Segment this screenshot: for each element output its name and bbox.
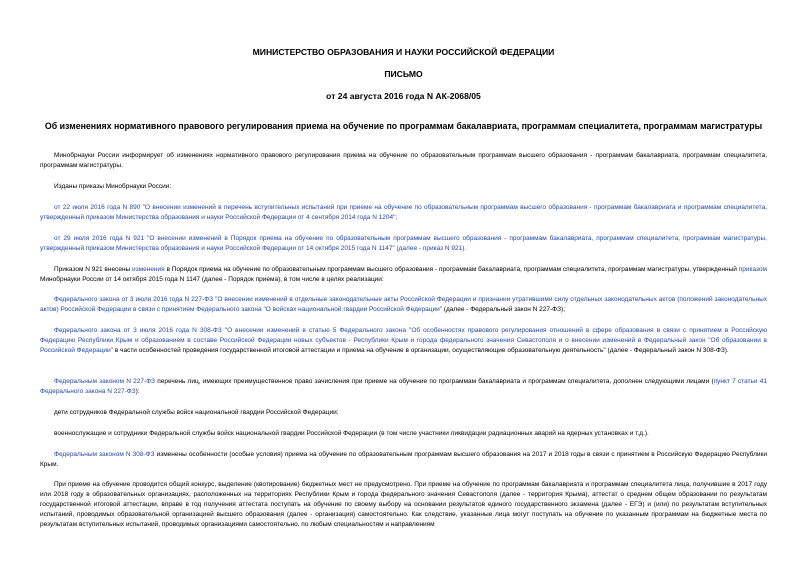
text-segment: ): <box>135 388 140 395</box>
paragraph-priority-right <box>40 377 767 397</box>
text-segment: Минобрнауки России от 14 октября 2015 года N 1147 (далее - Порядок приема), в том числе в целях реализации: <box>40 276 384 283</box>
link-law-227-short[interactable]: Федеральным законом N 227-ФЗ <box>54 378 155 385</box>
text-segment: перечень лиц, имеющих преимущественное право зачисления при приеме на обучение по программам бакалавриата и программам специалитета, дополнен следующими лицами ( <box>155 378 714 385</box>
ministry-title: МИНИСТЕРСТВО ОБРАЗОВАНИЯ И НАУКИ РОССИЙСКОЙ ФЕДЕРАЦИИ <box>252 47 555 57</box>
link-order-921[interactable]: от 29 июля 2016 года N 921 "О внесении изменений в Порядок приема на обучение по образовательным программам высшего образования - программам бакалавриата, программам специалитета, программам магистратуры, утвержденный приказом Министерства образования и науки Российской Федерации от 14 октября 2015 года N 1147" (далее - приказ N 921). <box>40 235 767 252</box>
text-segment: Приказом N 921 внесены <box>54 266 133 273</box>
text-segment: в Порядок приема на обучение по образовательным программам высшего образования - программам бакалавриата, программам специалитета, программам магистратуры, утвержденный <box>164 266 739 273</box>
link-changes[interactable]: изменения <box>132 266 165 273</box>
paragraph-intro: Минобрнауки России информирует об изменениях нормативного правового регулирования приема на обучение по образовательным программам высшего образования - программам бакалавриата, программам специалитета, программам магистратуры. <box>40 152 767 169</box>
link-law-308[interactable]: Федерального закона от 3 июля 2016 года N 308-ФЗ "О внесении изменений в статью 5 Федерального закона "Об особенностях правового регулирования отношений в сфере образования в связи с принятием в Российскую Федерацию Республики Крым и образованием в составе Российской Федерации новых субъектов - Республики Крым и города федерального значения Севастополя и о внесении изменений в Федеральный закон "Об образовании в Российской Федерации" <box>40 327 767 354</box>
paragraph-law-227 <box>40 295 767 315</box>
paragraph-order-921-changes <box>40 265 767 285</box>
document-date-number: от 24 августа 2016 года N АК-2068/05 <box>326 91 481 101</box>
text-segment: (далее - Федеральный закон N 227-ФЗ); <box>442 306 566 313</box>
document-type: ПИСЬМО <box>384 69 423 79</box>
paragraph-law-308 <box>40 326 767 356</box>
link-order-1147[interactable]: приказом <box>738 266 768 273</box>
paragraph-children-guard: дети сотрудников Федеральной службы войск национальной гвардии Российской Федерации; <box>54 409 339 416</box>
text-segment: в части особенностей проведения государственной итоговой аттестации и приема на обучение в организации, осуществляющие образовательную деятельность" (далее - Федеральный закон N 308-ФЗ). <box>113 347 729 354</box>
paragraph-orders-issued: Изданы приказы Минобрнауки России: <box>54 183 172 190</box>
paragraph-servicemen-guard: военнослужащие и сотрудники Федеральной службы войск национальной гвардии Российской Федерации (в том числе участники ликвидации радиационных аварий на ядерных установках и т.д.). <box>54 430 649 437</box>
document-subject: Об изменениях нормативного правового регулирования приема на обучение по программам бакалавриата, программам специалитета, программам магистратуры <box>44 121 763 131</box>
link-article-41[interactable]: пункт 7 статьи 41 Федерального закона N 227-ФЗ <box>40 378 767 395</box>
paragraph-crimea-conditions <box>40 450 767 470</box>
link-order-890[interactable]: от 22 июля 2016 года N 890 "О внесении изменений в перечень вступительных испытаний при приеме на обучение по образовательным программам высшего образования - программам бакалавриата и программам специалитета, утвержденный приказом Министерства образования и науки Российской Федерации от 4 сентября 2014 года N 1204"; <box>40 204 767 221</box>
paragraph-general-competition: При приеме на обучение проводится общий конкурс, выделение (квотирование) бюджетных мест не предусмотрено. При приеме на обучение по программам бакалавриата и программам специалитета лица, получившие в 2017 году или 2018 году в образовательных организациях, расположенных на территориях Республики Крым и города федерального значения Севастополя (далее - территория Крыма), аттестат о среднем общем образовании по результатам государственной итоговой аттестации, вправе в год получения аттестата поступать на обучение по своему выбору на основании результатов единого государственного экзамена (далее - ЕГЭ) и (или) по результатам вступительных испытаний, проводимых образовательной организацией высшего образования (далее - организация) самостоятельно. Как следствие, указанные лица могут поступать на обучение по указанным программам на бюджетные места по результатам вступительных испытаний, проводимых организациями самостоятельно, по любым специальностям и направлениям <box>40 481 767 528</box>
link-law-227[interactable]: Федерального закона от 3 июля 2016 года N 227-ФЗ "О внесении изменений в отдельные законодательные акты Российской Федерации и признании утратившими силу отдельных законодательных актов (положений законодательных актов) Российской Федерации в связи с принятием Федерального закона "О войсках национальной гвардии Российской Федерации" <box>40 296 767 313</box>
link-law-308-short[interactable]: Федеральным законом N 308-ФЗ <box>54 451 155 458</box>
text-segment: изменены особенности (особые условия) приема на обучение по образовательным программам высшего образования на 2017 и 2018 годы в связи с принятием в Российскую Федерацию Республики Крым. <box>40 451 767 468</box>
